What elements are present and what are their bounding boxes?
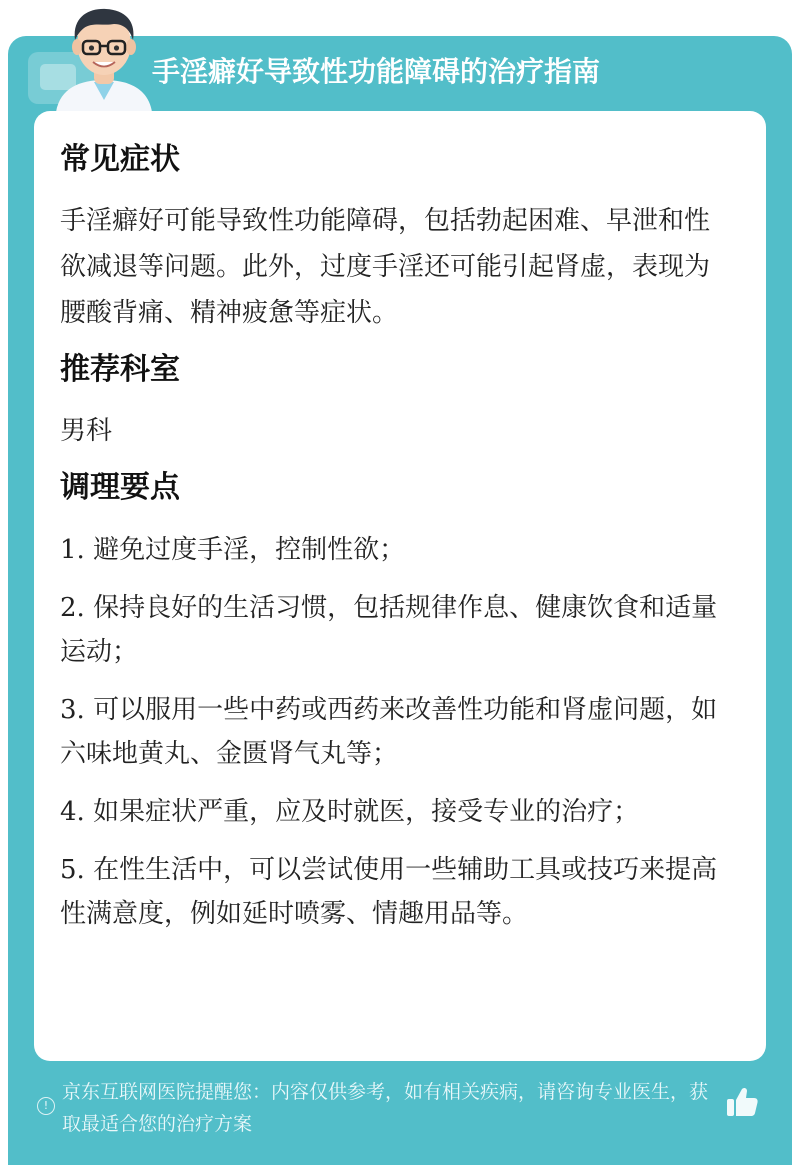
- department-title: 推荐科室: [60, 352, 180, 387]
- doctor-avatar-icon: [50, 0, 158, 112]
- department-body: 男科: [60, 416, 113, 446]
- info-icon: !: [37, 1097, 55, 1115]
- care-title: 调理要点: [60, 470, 180, 505]
- guide-content: [60, 112, 735, 936]
- thumbs-up-icon[interactable]: [724, 1084, 760, 1120]
- symptoms-body: 手淫癖好可能导致性功能障碍，包括勃起困难、早泄和性欲减退等问题。此外，过度手淫还可能引起肾虚，表现为腰酸背痛、精神疲惫等症状。: [60, 206, 711, 328]
- symptoms-title: 常见症状: [60, 142, 180, 177]
- care-item: 5. 在性生活中，可以尝试使用一些辅助工具或技巧来提高性满意度，例如延时喷雾、情趣用品等。: [60, 855, 718, 929]
- care-item: 3. 可以服用一些中药或西药来改善性功能和肾虚问题，如六味地黄丸、金匮肾气丸等；: [60, 695, 718, 769]
- footer-disclaimer: 京东互联网医院提醒您：内容仅供参考，如有相关疾病，请咨询专业医生，获取最适合您的治疗方案: [62, 1081, 709, 1135]
- care-item: 4. 如果症状严重，应及时就医，接受专业的治疗；: [60, 797, 640, 827]
- care-item: 2. 保持良好的生活习惯，包括规律作息、健康饮食和适量运动；: [60, 593, 718, 667]
- care-item: 1. 避免过度手淫，控制性欲；: [60, 535, 406, 565]
- page-title: 手淫癖好导致性功能障碍的治疗指南: [152, 55, 601, 88]
